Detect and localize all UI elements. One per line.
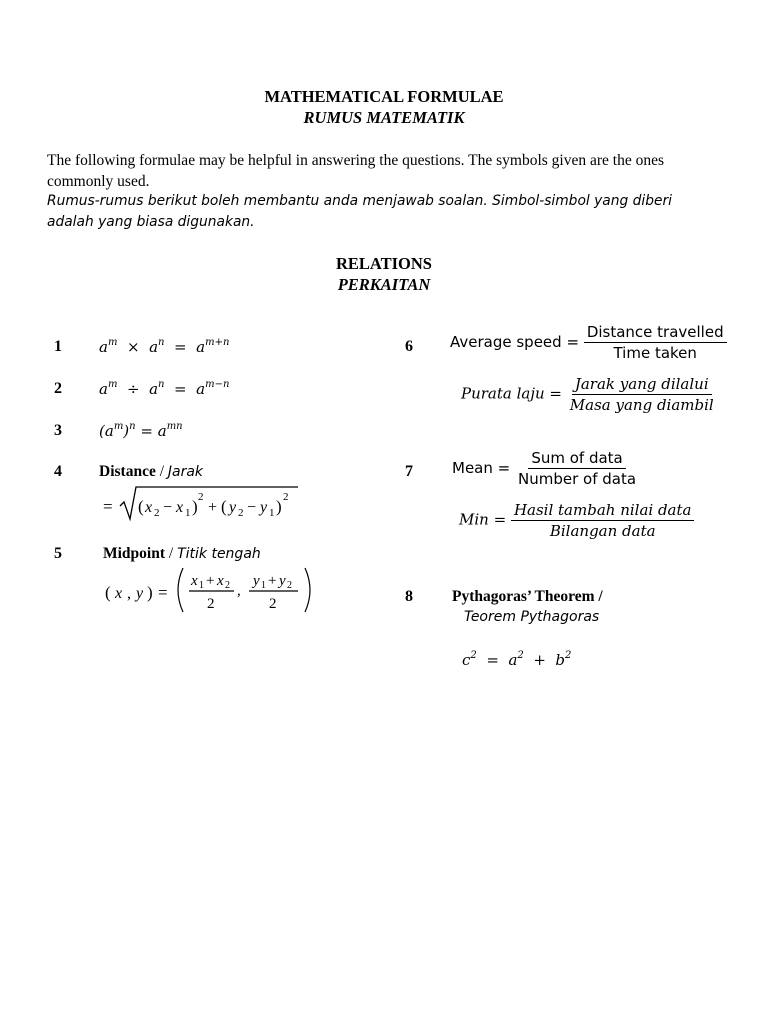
formula-2-number: 2 — [54, 380, 62, 397]
min-fraction — [511, 500, 695, 541]
formula-5-label — [103, 545, 261, 563]
formula-4-separator: / — [155, 463, 168, 480]
purata-laju-denominator: Masa yang diambil — [569, 396, 714, 414]
average-speed-denominator: Time taken — [613, 344, 697, 362]
formula-5-label-english: Midpoint — [103, 545, 166, 562]
formula-5-separator: / — [165, 545, 178, 562]
purata-laju-numerator: Jarak yang dilalui — [572, 374, 712, 395]
formula-7-number: 7 — [405, 463, 413, 480]
purata-laju-formula — [461, 374, 717, 415]
formula-5-label-malay: Titik tengah — [177, 546, 261, 562]
mean-numerator: Sum of data — [528, 448, 625, 469]
svg-text:,: , — [237, 583, 241, 599]
formula-6-number: 6 — [405, 338, 413, 355]
svg-text:x: x — [217, 573, 224, 589]
mean-fraction — [515, 448, 639, 489]
purata-laju-fraction — [567, 374, 717, 415]
min-denominator: Bilangan data — [549, 522, 656, 540]
svg-text:x: x — [176, 499, 184, 516]
svg-text:=: = — [103, 497, 113, 516]
mean-lhs: Mean = — [452, 459, 511, 477]
svg-text:2: 2 — [238, 507, 244, 519]
midpoint-formula — [103, 564, 318, 616]
svg-text:(: ( — [138, 497, 144, 516]
svg-text:y: y — [229, 499, 237, 516]
formula-2-expression: $a^m \div a^n = a^{m-n}$ — [99, 379, 230, 398]
formula-3-number: 3 — [54, 422, 62, 439]
average-speed-fraction — [584, 322, 727, 363]
average-speed-numerator: Distance travelled — [584, 322, 727, 343]
svg-text:): ) — [276, 497, 282, 516]
formula-1-expression: $a^m \times a^n = a^{m+n}$ — [99, 337, 230, 356]
min-lhs: Min = — [459, 510, 507, 529]
min-formula — [459, 500, 694, 541]
svg-text:+: + — [268, 573, 277, 589]
average-speed-lhs: Average speed = — [450, 333, 580, 351]
svg-text:+: + — [206, 573, 215, 589]
purata-laju-lhs: Purata laju = — [461, 384, 562, 403]
formula-4-label-malay: Jarak — [167, 464, 204, 480]
svg-text:2: 2 — [207, 596, 215, 612]
svg-text:=: = — [158, 583, 168, 602]
svg-text:2: 2 — [198, 491, 204, 503]
pythagoras-formula: $c^2 = a^2 + b^2$ — [462, 650, 572, 669]
svg-text:y: y — [136, 585, 144, 602]
formula-4-label — [99, 463, 203, 481]
formula-3-expression: $(a^m)^n = a^{mn}$ — [99, 421, 183, 440]
svg-text:x: x — [115, 585, 123, 602]
distance-formula — [100, 484, 310, 524]
svg-text:2: 2 — [154, 507, 160, 519]
svg-text:): ) — [192, 497, 198, 516]
svg-text:(: ( — [105, 583, 111, 602]
svg-text:,: , — [127, 585, 131, 602]
formula-5-number: 5 — [54, 545, 62, 562]
formula-4-number: 4 — [54, 463, 62, 480]
svg-text:x: x — [145, 499, 153, 516]
svg-text:1: 1 — [261, 580, 266, 591]
svg-text:2: 2 — [287, 580, 292, 591]
formula-4-label-english: Distance — [99, 463, 156, 480]
formula-8-label-malay-wrap — [464, 608, 599, 626]
min-numerator: Hasil tambah nilai data — [511, 500, 695, 521]
svg-text:(: ( — [221, 497, 227, 516]
section-title: RELATIONS — [336, 254, 432, 273]
svg-text:2: 2 — [225, 580, 230, 591]
intro-english: The following formulae may be helpful in answering the questions. The symbols given are the ones commonly used. — [47, 152, 664, 190]
formula-1-number: 1 — [54, 338, 62, 355]
svg-text:2: 2 — [283, 491, 289, 503]
mean-denominator: Number of data — [518, 470, 637, 488]
page-title: MATHEMATICAL FORMULAE — [264, 87, 504, 106]
mean-formula — [452, 448, 639, 489]
average-speed-formula — [450, 322, 727, 363]
svg-text:2: 2 — [269, 596, 277, 612]
svg-text:1: 1 — [199, 580, 204, 591]
svg-text:−: − — [163, 499, 173, 516]
svg-text:1: 1 — [185, 507, 191, 519]
svg-text:y: y — [260, 499, 268, 516]
formula-8-label: Pythagoras’ Theorem / — [452, 588, 603, 605]
formula-8-number: 8 — [405, 588, 413, 605]
svg-text:y: y — [253, 573, 260, 589]
intro-malay: Rumus-rumus berikut boleh membantu anda menjawab soalan. Simbol-simbol yang diberi adalah yang biasa digunakan. — [47, 193, 672, 230]
svg-text:+: + — [208, 499, 218, 516]
svg-text:y: y — [279, 573, 286, 589]
formula-8-label-malay: Teorem Pythagoras — [464, 609, 600, 625]
svg-text:x: x — [191, 573, 198, 589]
svg-text:): ) — [147, 583, 153, 602]
svg-text:−: − — [247, 499, 257, 516]
svg-text:1: 1 — [269, 507, 275, 519]
section-title-malay: PERKAITAN — [337, 275, 431, 294]
page-title-malay: RUMUS MATEMATIK — [303, 108, 465, 127]
